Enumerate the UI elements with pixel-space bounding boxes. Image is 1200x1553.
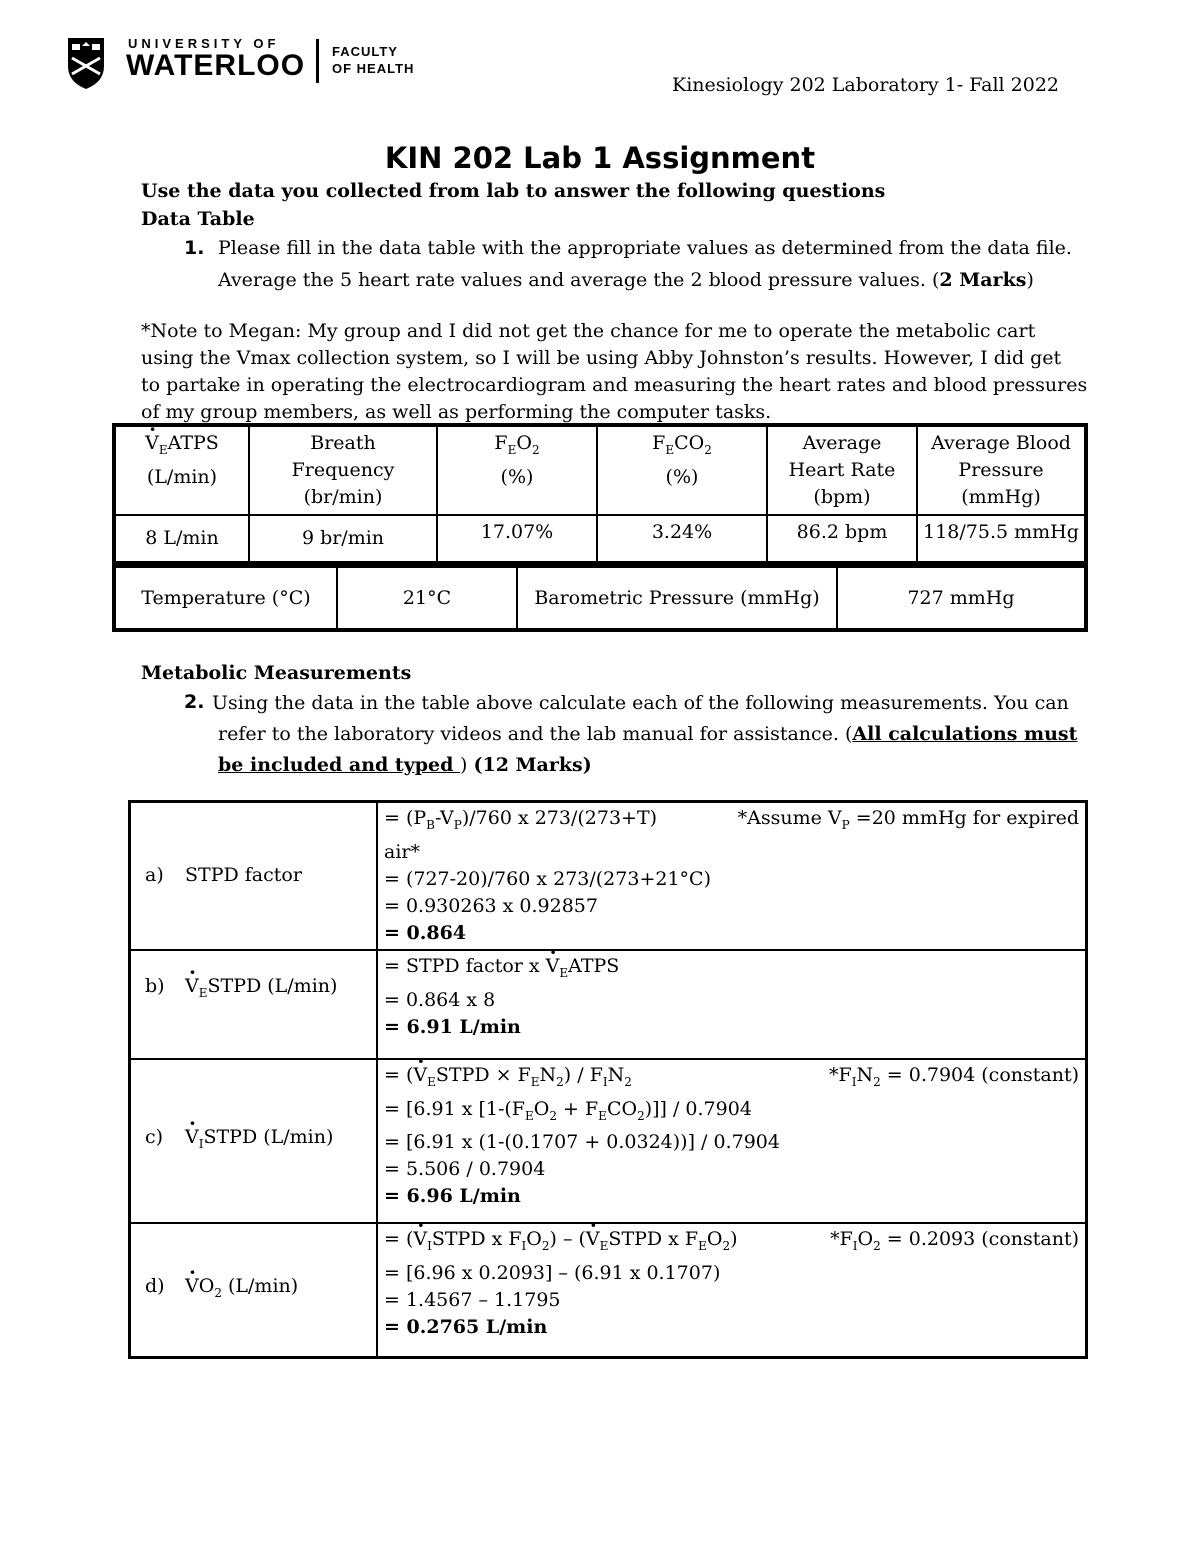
section-heading-data-table: Data Table xyxy=(141,208,255,230)
environment-table xyxy=(112,564,1088,632)
logo-divider xyxy=(316,39,319,83)
calc-work-c: = (· $V_ESTPD \times F_EN_2) / F_IN_2$ $*F_IN_2 = 0.7904$ (constant) = [6.91 x $[1-(F_EO_2 + F_ECO_2)]] / 0.7904$ = [6.91 x (1-(0.1707 + 0.0324))] / 0.7904 = 5.506 / 0.7904 = 6.96 L/min xyxy=(377,1059,1087,1223)
logo-waterloo: WATERLOO xyxy=(126,49,306,82)
calc-row-vo2 xyxy=(130,1223,1087,1358)
note-line-2: using the Vmax collection system, so I will be using Abby Johnston’s results. However, I did get xyxy=(141,347,1062,369)
result-vi-stpd: = 6.96 L/min xyxy=(384,1185,521,1208)
university-logo xyxy=(66,36,426,96)
question-number-1: 1. xyxy=(184,237,205,259)
temperature-label: Temperature (°C) xyxy=(114,566,337,630)
question-2-line-2: refer to the laboratory videos and the lab manual for assistance. (All calculations must xyxy=(218,723,1078,745)
header-ve-atps: · $V_EATPS$ (L/min) xyxy=(114,425,249,515)
page-title: KIN 202 Lab 1 Assignment xyxy=(384,141,816,175)
logo-university-of: UNIVERSITY OF xyxy=(128,36,280,51)
question-2-line-3: be included and typed ) (12 Marks) xyxy=(218,754,592,776)
header-feco2: $F_ECO_2$ (%) xyxy=(597,425,767,515)
calc-row-vi-stpd xyxy=(130,1059,1087,1223)
crest-icon xyxy=(66,36,106,90)
note-line-3: to partake in operating the electrocardiogram and measuring the heart rates and blood pressures xyxy=(141,374,1088,396)
temperature-value: 21°C xyxy=(337,566,517,630)
result-stpd-factor: = 0.864 xyxy=(384,921,467,944)
note-line-1: *Note to Megan: My group and I did not get the chance for me to operate the metabolic cart xyxy=(141,320,1036,342)
intro-instruction: Use the data you collected from lab to answer the following questions xyxy=(141,180,886,202)
question-number-2: 2. xyxy=(184,691,205,713)
section-heading-metabolic: Metabolic Measurements xyxy=(141,662,412,684)
logo-faculty: FACULTY xyxy=(332,44,398,59)
header-breath-frequency: Breath Frequency (br/min) xyxy=(249,425,437,515)
value-ve-atps: 8 L/min xyxy=(114,515,249,563)
calc-label-d: $d)\cdot VO_2$ (L/min) xyxy=(130,1223,378,1358)
barometric-pressure-label: Barometric Pressure (mmHg) xyxy=(517,566,837,630)
environment-row xyxy=(114,566,1086,630)
calc-work-a: = $(P_B-V_P)/760$ x 273/(273+T) *Assume $V_P =20$ mmHg for expired air* = (727-20)/760 x 273/(273+21°C) = 0.930263 x 0.92857 = 0.864 xyxy=(377,802,1087,950)
question-2-line-1: Using the data in the table above calculate each of the following measurements. You can xyxy=(212,692,1069,714)
calc-row-stpd-factor xyxy=(130,802,1087,950)
calc-label-a: a) STPD factor xyxy=(130,802,378,950)
calc-work-b: = STPD factor $x \cdot V_EATPS$ = 0.864 x 8 = 6.91 L/min xyxy=(377,950,1087,1059)
calc-work-d: = (· $V_ISTPD$ x $F_IO_2$) – (· $V_ESTPD$ x $F_EO_2$) $*F_IO_2 = 0.2093$ (constant) = [6.96 x 0.2093] – (6.91 x 0.1707) = 1.4567 – 1.1795 = 0.2765 L/min xyxy=(377,1223,1087,1358)
header-average-heart-rate: Average Heart Rate (bpm) xyxy=(767,425,917,515)
value-heart-rate: 86.2 bpm xyxy=(767,515,917,563)
calc-row-ve-stpd xyxy=(130,950,1087,1059)
calc-label-c: $c)\cdot V_ISTPD$ (L/min) xyxy=(130,1059,378,1223)
question-1-line-1: Please fill in the data table with the appropriate values as determined from the data file. xyxy=(218,237,1072,259)
header-feo2: $F_EO_2$ (%) xyxy=(437,425,597,515)
data-table-header-row xyxy=(114,425,1086,515)
calculation-table xyxy=(128,800,1088,1359)
note-line-4: of my group members, as well as performing the computer tasks. xyxy=(141,401,772,423)
barometric-pressure-value: 727 mmHg xyxy=(837,566,1086,630)
data-table-value-row xyxy=(114,515,1086,563)
data-table xyxy=(112,423,1088,565)
logo-of-health: OF HEALTH xyxy=(332,61,415,76)
value-feco2: 3.24% xyxy=(597,515,767,563)
result-vo2: = 0.2765 L/min xyxy=(384,1315,548,1338)
header-average-blood-pressure: Average Blood Pressure (mmHg) xyxy=(917,425,1086,515)
calc-label-b: $b)\cdot V_ESTPD$ (L/min) xyxy=(130,950,378,1059)
value-breath-frequency: 9 br/min xyxy=(249,515,437,563)
value-blood-pressure: 118/75.5 mmHg xyxy=(917,515,1086,563)
question-1-line-2: Average the 5 heart rate values and average the 2 blood pressure values. (2 Marks) xyxy=(218,269,1034,291)
result-ve-stpd: = 6.91 L/min xyxy=(384,1015,521,1038)
value-feo2: 17.07% xyxy=(437,515,597,563)
course-header: Kinesiology 202 Laboratory 1- Fall 2022 xyxy=(672,74,1059,96)
